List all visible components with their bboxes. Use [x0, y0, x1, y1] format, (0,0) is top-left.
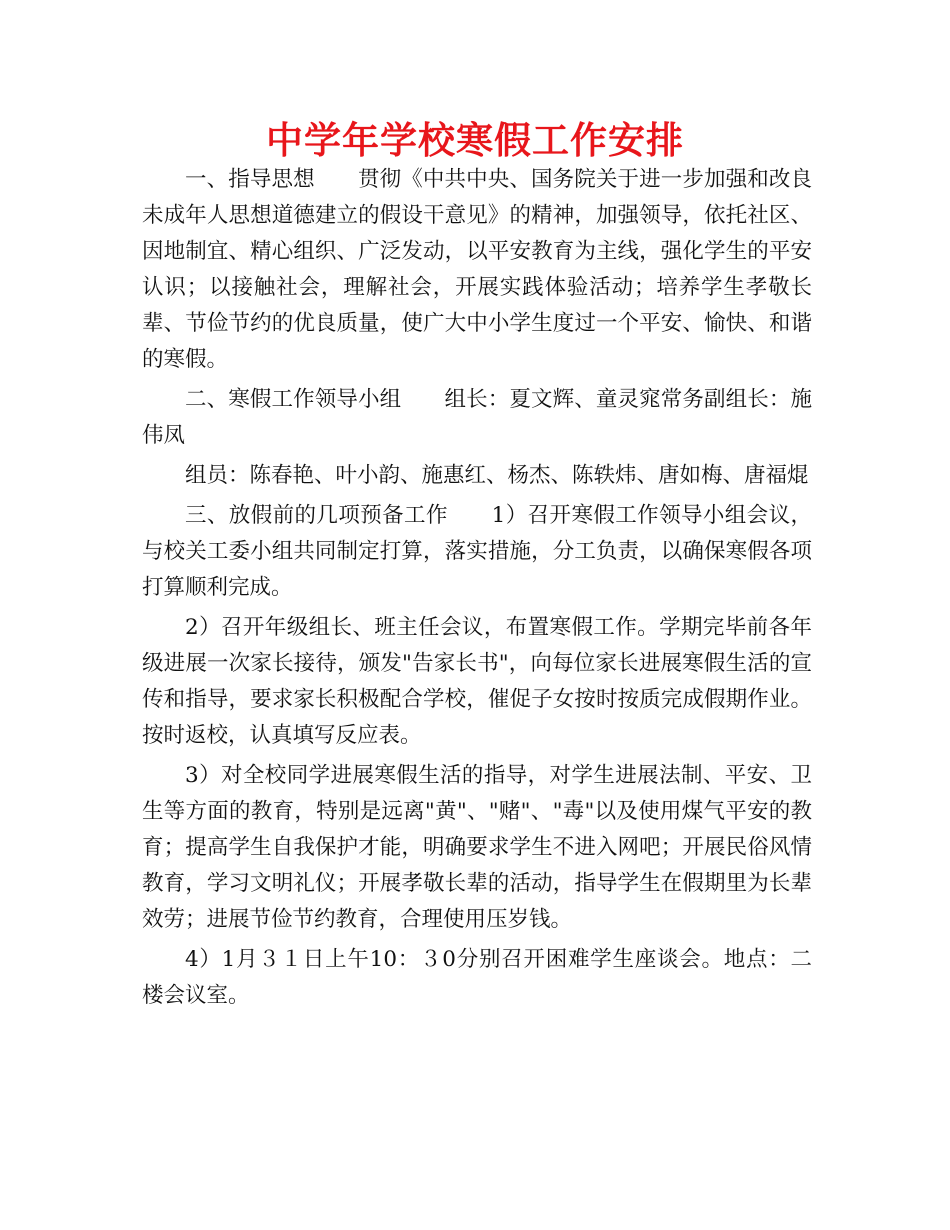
paragraph-leadership-group: 二、寒假工作领导小组 组长：夏文辉、童灵窕常务副组长：施伟凤 — [142, 387, 812, 448]
document-body — [142, 162, 812, 1018]
document-title: 中学年学校寒假工作安排 — [266, 119, 684, 162]
paragraph-preparation-4: 4）1月３１日上午10：３0分别召开困难学生座谈会。地点：二楼会议室。 — [142, 947, 812, 1008]
paragraph-group-members: 组员：陈春艳、叶小韵、施惠红、杨杰、陈轶炜、唐如梅、唐福焜 — [185, 463, 809, 488]
paragraph-preparation-3: 3）对全校同学进展寒假生活的指导，对学生进展法制、平安、卫生等方面的教育，特别是远离"黄"、"赌"、"毒"以及使用煤气平安的教育；提高学生自我保护才能，明确要求学生不进入网吧；开展民俗风情教育，学习文明礼仪；开展孝敬长辈的活动，指导学生在假期里为长辈效劳；进展节俭节约教育，合理使用压岁钱。 — [142, 763, 812, 932]
paragraph-guiding-ideology: 一、指导思想 贯彻《中共中央、国务院关于进一步加强和改良未成年人思想道德建立的假设干意见》的精神，加强领导，依托社区、因地制宜、精心组织、广泛发动，以平安教育为主线，强化学生的平安认识；以接触社会，理解社会，开展实践体验活动；培养学生孝敬长辈、节俭节约的优良质量，使广大中小学生度过一个平安、愉快、和谐的寒假。 — [142, 167, 812, 372]
paragraph-preparation-1: 三、放假前的几项预备工作 1）召开寒假工作领导小组会议，与校关工委小组共同制定打算，落实措施，分工负责，以确保寒假各项打算顺利完成。 — [142, 503, 812, 600]
paragraph-preparation-2: 2）召开年级组长、班主任会议，布置寒假工作。学期完毕前各年级进展一次家长接待，颁发"告家长书"，向每位家长进展寒假生活的宣传和指导，要求家长积极配合学校，催促子女按时按质完成假期作业。按时返校，认真填写反应表。 — [142, 615, 812, 748]
